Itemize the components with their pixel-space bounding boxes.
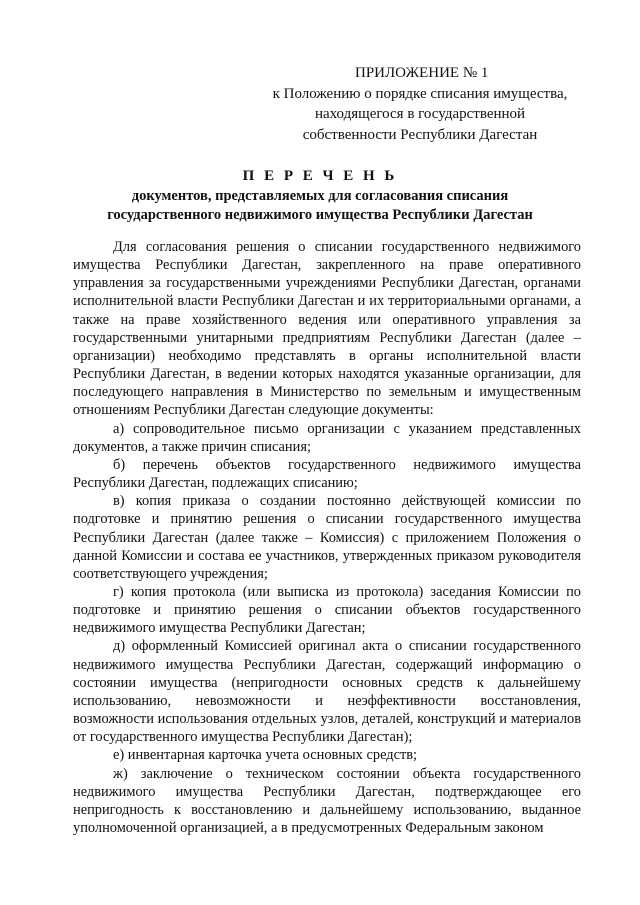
item-a: а) сопроводительное письмо организации с указанием представленных документов, а также причин списания; bbox=[73, 420, 581, 455]
appendix-block bbox=[240, 63, 600, 145]
appendix-line-3: собственности Республики Дагестан bbox=[302, 126, 538, 143]
item-v: в) копия приказа о создании постоянно действующей комиссии по подготовке и принятию решения о списании государственного имущества Республики Дагестан (далее также – Комиссия) с приложением Положения о данной Комиссии и состава ее участников, утвержденных приказом руководителя соответствующего учреждения; bbox=[73, 493, 581, 582]
heading-line-2: государственного недвижимого имущества Республики Дагестан bbox=[107, 207, 533, 223]
appendix-line-2: находящегося в государственной bbox=[314, 106, 526, 122]
appendix-label: ПРИЛОЖЕНИЕ № 1 bbox=[355, 65, 489, 81]
item-b: б) перечень объектов государственного недвижимого имущества Республики Дагестан, подлежащих списанию; bbox=[73, 456, 581, 492]
document-heading bbox=[60, 167, 580, 226]
intro-paragraph: Для согласования решения о списании государственного недвижимого имущества Республики Дагестан, закрепленного на праве оперативного управления за государственными учреждениями Республики Дагестан, органами исполнительной власти Республики Дагестан и их территориальными органами, а также на праве хозяйственного ведения или оперативного управления за государственными унитарными предприятиям Республики Дагестан (далее – организации) необходимо представлять в органы исполнительной власти Республики Дагестан, в ведении которых находятся указанные организации, для последующего направления в Министерство по земельным и имущественным отношениям Республики Дагестан следующие документы: bbox=[73, 239, 581, 419]
item-g: г) копия протокола (или выписка из протокола) заседания Комиссии по подготовке и принятию решения о списании объектов государственного недвижимого имущества Республики Дагестан; bbox=[73, 583, 581, 637]
appendix-line-1: к Положению о порядке списания имущества, bbox=[272, 85, 568, 102]
heading-line-1: документов, представляемых для согласования списания bbox=[131, 187, 509, 204]
item-e: е) инвентарная карточка учета основных средств; bbox=[113, 747, 418, 764]
heading-title: П Е Р Е Ч Е Н Ь bbox=[242, 168, 398, 184]
item-d: д) оформленный Комиссией оригинал акта о списании государственного недвижимого имущества Республики Дагестан, содержащий информацию о состоянии имущества (непригодности основных средств к дальнейшему использованию, невозможности и неэффективности восстановления, возможности использования отдельных узлов, деталей, конструкций и материалов от государственного имущества Республики Дагестан); bbox=[73, 638, 581, 746]
document-body bbox=[73, 238, 581, 837]
item-zh: ж) заключение о техническом состоянии объекта государственного недвижимого имущества Республики Дагестан, подтверждающее его непригодность к восстановлению и дальнейшему использованию, выданное уполномоченной организацией, а в предусмотренных Федеральным законом bbox=[73, 765, 581, 836]
